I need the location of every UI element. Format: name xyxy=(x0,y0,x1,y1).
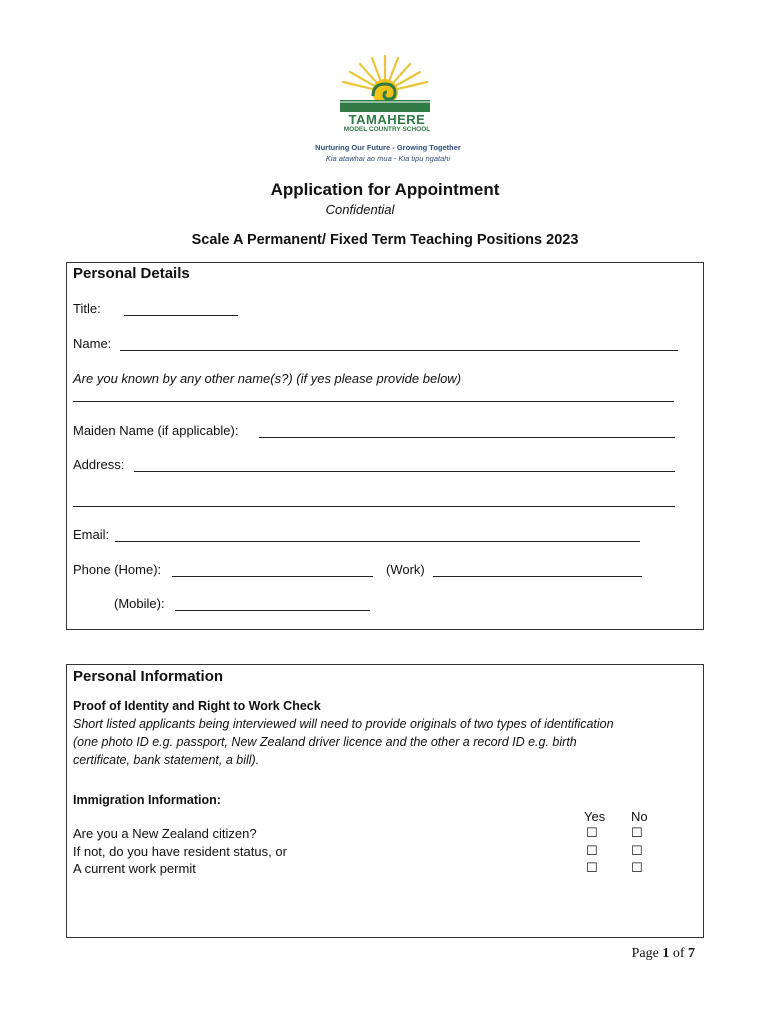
current-page: 1 xyxy=(662,946,670,961)
no-column-label: No xyxy=(631,809,648,824)
name-label: Name: xyxy=(73,336,112,351)
phone-work-label: (Work) xyxy=(386,562,425,577)
logo-name: TAMAHERE xyxy=(348,112,426,127)
resident-status-yes-checkbox[interactable]: ☐ xyxy=(586,843,598,858)
position-scale-title: Scale A Permanent/ Fixed Term Teaching Positions 2023 xyxy=(191,232,579,248)
phone-home-label: Phone (Home): xyxy=(73,562,162,577)
title-field[interactable] xyxy=(124,315,238,316)
page-number xyxy=(632,946,695,962)
other-names-field[interactable] xyxy=(73,401,674,402)
logo-tagline: Nurturing Our Future - Growing Together xyxy=(315,143,461,152)
total-pages: 7 xyxy=(688,946,695,961)
nz-citizen-no-checkbox[interactable]: ☐ xyxy=(631,825,643,840)
address-field-line-1[interactable] xyxy=(134,471,675,472)
maiden-name-label: Maiden Name (if applicable): xyxy=(73,423,239,438)
phone-mobile-field[interactable] xyxy=(175,610,370,611)
name-field[interactable] xyxy=(120,350,678,351)
yes-column-label: Yes xyxy=(584,809,606,824)
nz-citizen-yes-checkbox[interactable]: ☐ xyxy=(586,825,598,840)
immigration-heading: Immigration Information: xyxy=(73,793,221,807)
proof-text-line-3: certificate, bank statement, a bill). xyxy=(73,753,260,767)
work-permit-yes-checkbox[interactable]: ☐ xyxy=(586,860,598,875)
question-nz-citizen: Are you a New Zealand citizen? xyxy=(73,826,257,841)
personal-details-heading: Personal Details xyxy=(73,265,190,282)
email-label: Email: xyxy=(73,527,110,542)
document-title: Application for Appointment xyxy=(270,180,500,199)
proof-text-line-1: Short listed applicants being interviewed will need to provide originals of two types of identification xyxy=(73,717,614,731)
personal-information-heading: Personal Information xyxy=(73,668,224,685)
maiden-name-field[interactable] xyxy=(259,437,675,438)
personal-details-section xyxy=(66,262,704,630)
resident-status-no-checkbox[interactable]: ☐ xyxy=(631,843,643,858)
proof-text-line-2: (one photo ID e.g. passport, New Zealand driver licence and the other a record ID e.g. birth xyxy=(73,735,577,749)
of-word: of xyxy=(672,946,685,961)
address-field-line-2[interactable] xyxy=(73,506,675,507)
phone-home-field[interactable] xyxy=(172,576,373,577)
other-names-label: Are you known by any other name(s?) (if yes please provide below) xyxy=(73,371,462,386)
page-word: Page xyxy=(631,946,659,961)
logo-tagline-maori: Kia atawhai ao mua - Kia tipu ngatahi xyxy=(325,154,451,163)
question-resident-status: If not, do you have resident status, or xyxy=(73,844,287,859)
logo-subtitle: MODEL COUNTRY SCHOOL xyxy=(343,126,431,133)
email-field[interactable] xyxy=(115,541,640,542)
title-label: Title: xyxy=(73,301,101,316)
phone-work-field[interactable] xyxy=(433,576,642,577)
phone-mobile-label: (Mobile): xyxy=(114,596,165,611)
work-permit-no-checkbox[interactable]: ☐ xyxy=(631,860,643,875)
confidential-label: Confidential xyxy=(325,202,395,217)
proof-of-identity-heading: Proof of Identity and Right to Work Check xyxy=(73,699,321,713)
address-label: Address: xyxy=(73,457,125,472)
question-work-permit: A current work permit xyxy=(73,861,196,876)
